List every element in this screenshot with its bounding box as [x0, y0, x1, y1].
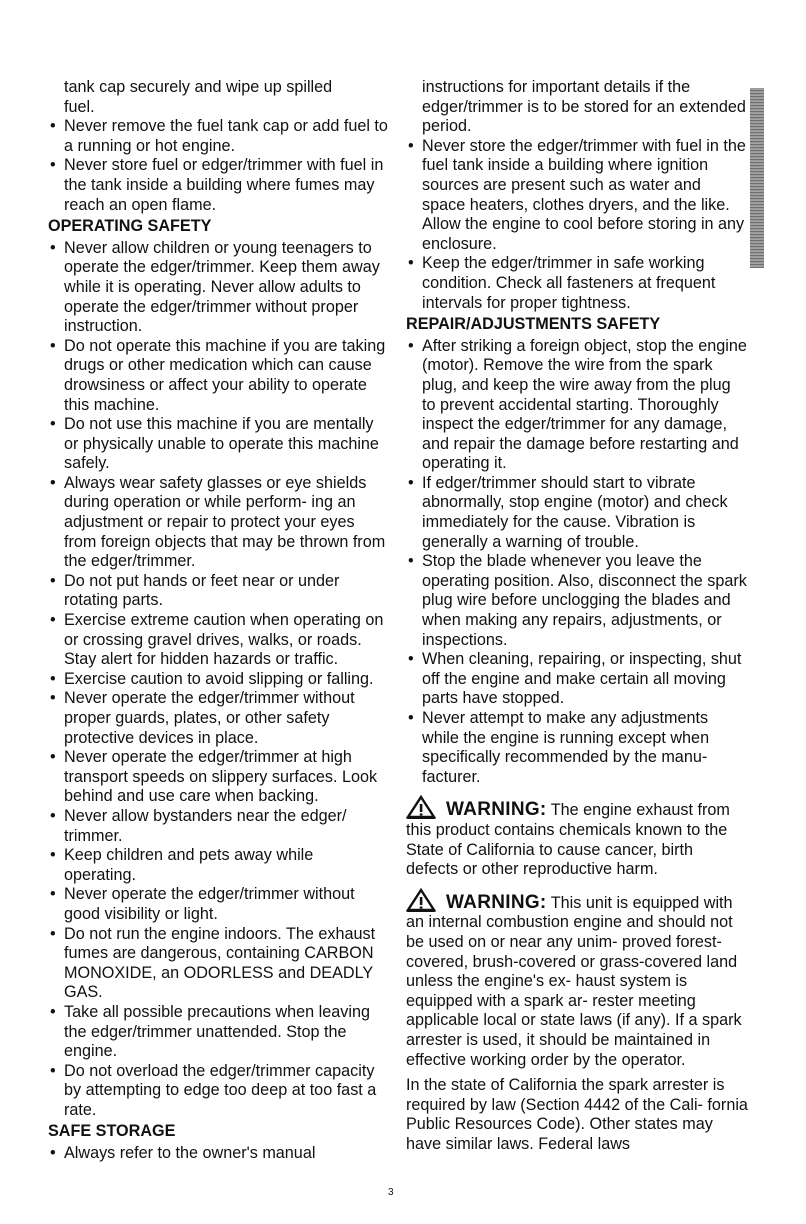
warning-triangle-icon	[406, 888, 436, 912]
warning-exhaust	[406, 795, 748, 879]
storage-continuation: instructions for important details if the edger/trimmer is to be stored for an extended period.	[422, 78, 746, 136]
list-item: • After striking a foreign object, stop the engine (motor). Remove the wire from the spark plug, and keep the wire away from the plug to prevent accidental starting. Thoroughly inspect the edger/trimmer for any damage, and repair the damage before restarting and operating it.	[408, 336, 747, 473]
intro-continuation	[48, 78, 388, 117]
page-number: 3	[388, 1187, 394, 1198]
safe-storage-list	[406, 137, 748, 313]
bullet-icon: •	[408, 254, 414, 273]
bullet-icon: •	[50, 924, 56, 943]
bullet-icon: •	[50, 885, 56, 904]
repair-adjustments-heading: REPAIR/ADJUSTMENTS SAFETY	[406, 315, 661, 334]
repair-safety-list	[406, 337, 748, 788]
warning-triangle-icon	[406, 795, 436, 819]
left-column	[48, 78, 388, 1164]
list-item: • Never operate the edger/trimmer without proper guards, plates, or other safety protective devices in place.	[50, 689, 355, 747]
bullet-icon: •	[50, 669, 56, 688]
list-item: • Always wear safety glasses or eye shields during operation or while perform- ing an adjustment or repair to protect your eyes from foreign objects that may be thrown from the edger/trimmer.	[50, 473, 386, 571]
bullet-icon: •	[50, 415, 56, 434]
list-item: • Never operate the edger/trimmer without good visibility or light.	[50, 885, 355, 923]
right-column	[406, 78, 748, 1154]
list-item: • Do not run the engine indoors. The exhaust fumes are dangerous, containing CARBON MONOXIDE, an ODORLESS and DEADLY GAS.	[50, 924, 376, 1002]
list-item: • If edger/trimmer should start to vibrate abnormally, stop engine (motor) and check immediately for the cause. Vibration is generally a warning of trouble.	[408, 473, 728, 551]
bullet-icon: •	[50, 238, 56, 257]
list-item: • Do not operate this machine if you are taking drugs or other medication which can cause drowsiness or affect your ability to operate this machine.	[50, 336, 386, 414]
bullet-icon: •	[50, 156, 56, 175]
bullet-icon: •	[50, 571, 56, 590]
list-item: • Do not use this machine if you are mentally or physically unable to operate this machine safely.	[50, 415, 379, 473]
bullet-icon: •	[50, 1002, 56, 1021]
bullet-icon: •	[50, 689, 56, 708]
list-item: • Exercise caution to avoid slipping or falling.	[50, 669, 374, 688]
bullet-icon: •	[408, 136, 414, 155]
warning-exhaust-text: The engine exhaust from this product contains chemicals known to the State of California to cause cancer, birth defects or other reproductive harm.	[406, 801, 730, 879]
bullet-icon: •	[50, 473, 56, 492]
warning-label: WARNING:	[446, 799, 547, 821]
list-item: • Keep children and pets away while operating.	[50, 846, 314, 884]
safe-storage-list-start	[48, 1144, 388, 1164]
list-item: • Never allow bystanders near the edger/ trimmer.	[50, 806, 347, 845]
list-item: • When cleaning, repairing, or inspecting, shut off the engine and make certain all moving parts have stopped.	[408, 650, 742, 708]
warning-spark-text: This unit is equipped with an internal combustion engine and should not be used on or near any unim- proved forest-covered, brush-covered or grass-covered land unless the engine's ex- haust system is equipped with a spark ar- rester meeting applicable local or state laws (if any). If a spark arrester is used, it should be maintained in effective working order by the operator.	[406, 893, 742, 1069]
bullet-icon: •	[408, 473, 414, 492]
bullet-icon: •	[408, 336, 414, 355]
list-item: • Never remove the fuel tank cap or add fuel to a running or hot engine.	[50, 117, 388, 155]
intro-line: tank cap securely and wipe up spilled	[64, 78, 333, 96]
list-item: • Take all possible precautions when leaving the edger/trimmer unattended. Stop the engine.	[50, 1002, 370, 1061]
warning-spark-arrester	[406, 888, 748, 1070]
list-item: • Never allow children or young teenagers to operate the edger/trimmer. Keep them away while it is operating. Never allow adults to operate the edger/trimmer without proper instruction.	[50, 238, 380, 336]
bullet-icon: •	[50, 748, 56, 767]
bullet-icon: •	[50, 336, 56, 355]
bullet-icon: •	[50, 806, 56, 825]
operating-safety-list	[48, 239, 388, 1121]
bullet-icon: •	[408, 709, 414, 727]
list-item: • Do not put hands or feet near or under rotating parts.	[50, 571, 340, 610]
bullet-icon: •	[50, 846, 56, 865]
bullet-icon: •	[50, 1144, 56, 1163]
list-item: • Always refer to the owner's manual	[50, 1144, 316, 1163]
bullet-icon: •	[50, 1061, 56, 1080]
fuel-bullet-list	[48, 117, 388, 215]
list-item: • Exercise extreme caution when operating on or crossing gravel drives, walks, or roads. Stay alert for hidden hazards or traffic.	[50, 611, 384, 669]
list-item: • Do not overload the edger/trimmer capacity by attempting to edge too deep at too fast a rate.	[50, 1061, 377, 1119]
operating-safety-heading: OPERATING SAFETY	[48, 217, 212, 236]
safe-storage-heading: SAFE STORAGE	[48, 1122, 176, 1141]
bullet-icon: •	[408, 552, 414, 571]
list-item: • Never store fuel or edger/trimmer with fuel in the tank inside a building where fumes may reach an open flame.	[50, 156, 384, 214]
scan-edge-mark	[750, 88, 764, 268]
intro-line: fuel.	[64, 97, 95, 116]
list-item: • Stop the blade whenever you leave the operating position. Also, disconnect the spark plug wire before unclogging the blades and when making any repairs, adjustments, or inspections.	[408, 552, 747, 649]
bullet-icon: •	[408, 650, 414, 669]
bullet-icon: •	[50, 611, 56, 630]
list-item: • Never operate the edger/trimmer at high transport speeds on slippery surfaces. Look behind and use care when backing.	[50, 748, 378, 806]
list-item: • Keep the edger/trimmer in safe working condition. Check all fasteners at frequent intervals for proper tightness.	[408, 254, 716, 312]
bullet-icon: •	[50, 117, 56, 136]
list-item: • Never store the edger/trimmer with fuel in the fuel tank inside a building where ignition sources are present such as water and space heaters, clothes dryers, and the like. Allow the engine to cool before storing in any enclosure.	[408, 136, 746, 253]
california-paragraph: In the state of California the spark arrester is required by law (Section 4442 of the Cali- fornia Public Resources Code). Other states may have similar laws. Federal laws	[406, 1076, 748, 1153]
warning-label: WARNING:	[446, 891, 547, 913]
list-item: • Never attempt to make any adjustments while the engine is running except when specifically recommended by the manu- facturer.	[408, 709, 710, 786]
